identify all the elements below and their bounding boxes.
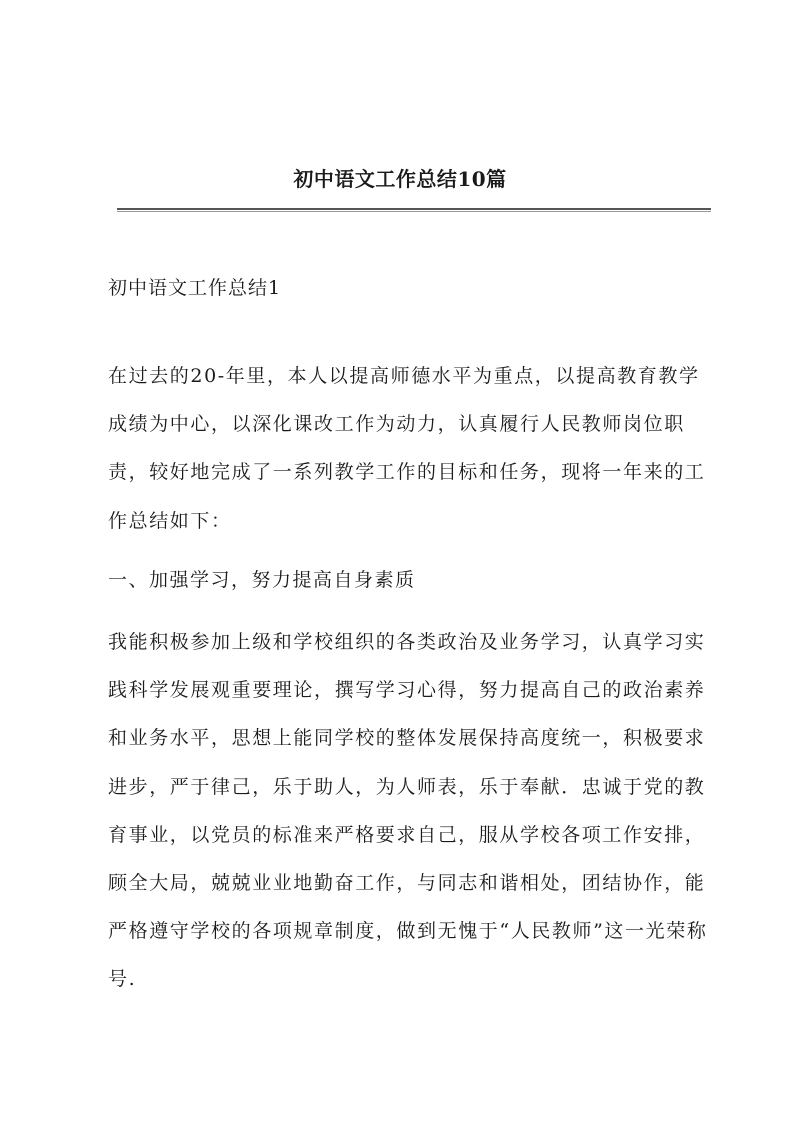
body-paragraph: 我能积极参加上级和学校组织的各类政治及业务学习，认真学习实践科学发展观重要理论，撰写学习心得，努力提高自己的政治素养和业务水平，思想上能同学校的整体发展保持高度统一，积极要求进步，严于律己，乐于助人，为人师表，乐于奉献．忠诚于党的教育事业，以党员的标准来严格要求自己，服从学校各项工作安排，顾全大局，兢兢业业地勤奋工作，与同志和谐相处，团结协作，能严格遵守学校的各项规章制度，做到无愧于“人民教师”这一光荣称号. (108, 631, 708, 991)
intro-paragraph: 在过去的20-年里，本人以提高师德水平为重点，以提高教育教学成绩为中心，以深化课改工作为动力，认真履行人民教师岗位职责，较好地完成了一系列教学工作的目标和任务，现将一年来的工作总结如下： (108, 365, 706, 532)
sub-heading-study: 一、加强学习，努力提高自身素质 (108, 569, 416, 591)
document-title: 初中语文工作总结10篇 (293, 167, 507, 191)
section-heading: 初中语文工作总结1 (108, 277, 282, 299)
title-divider (117, 208, 711, 212)
